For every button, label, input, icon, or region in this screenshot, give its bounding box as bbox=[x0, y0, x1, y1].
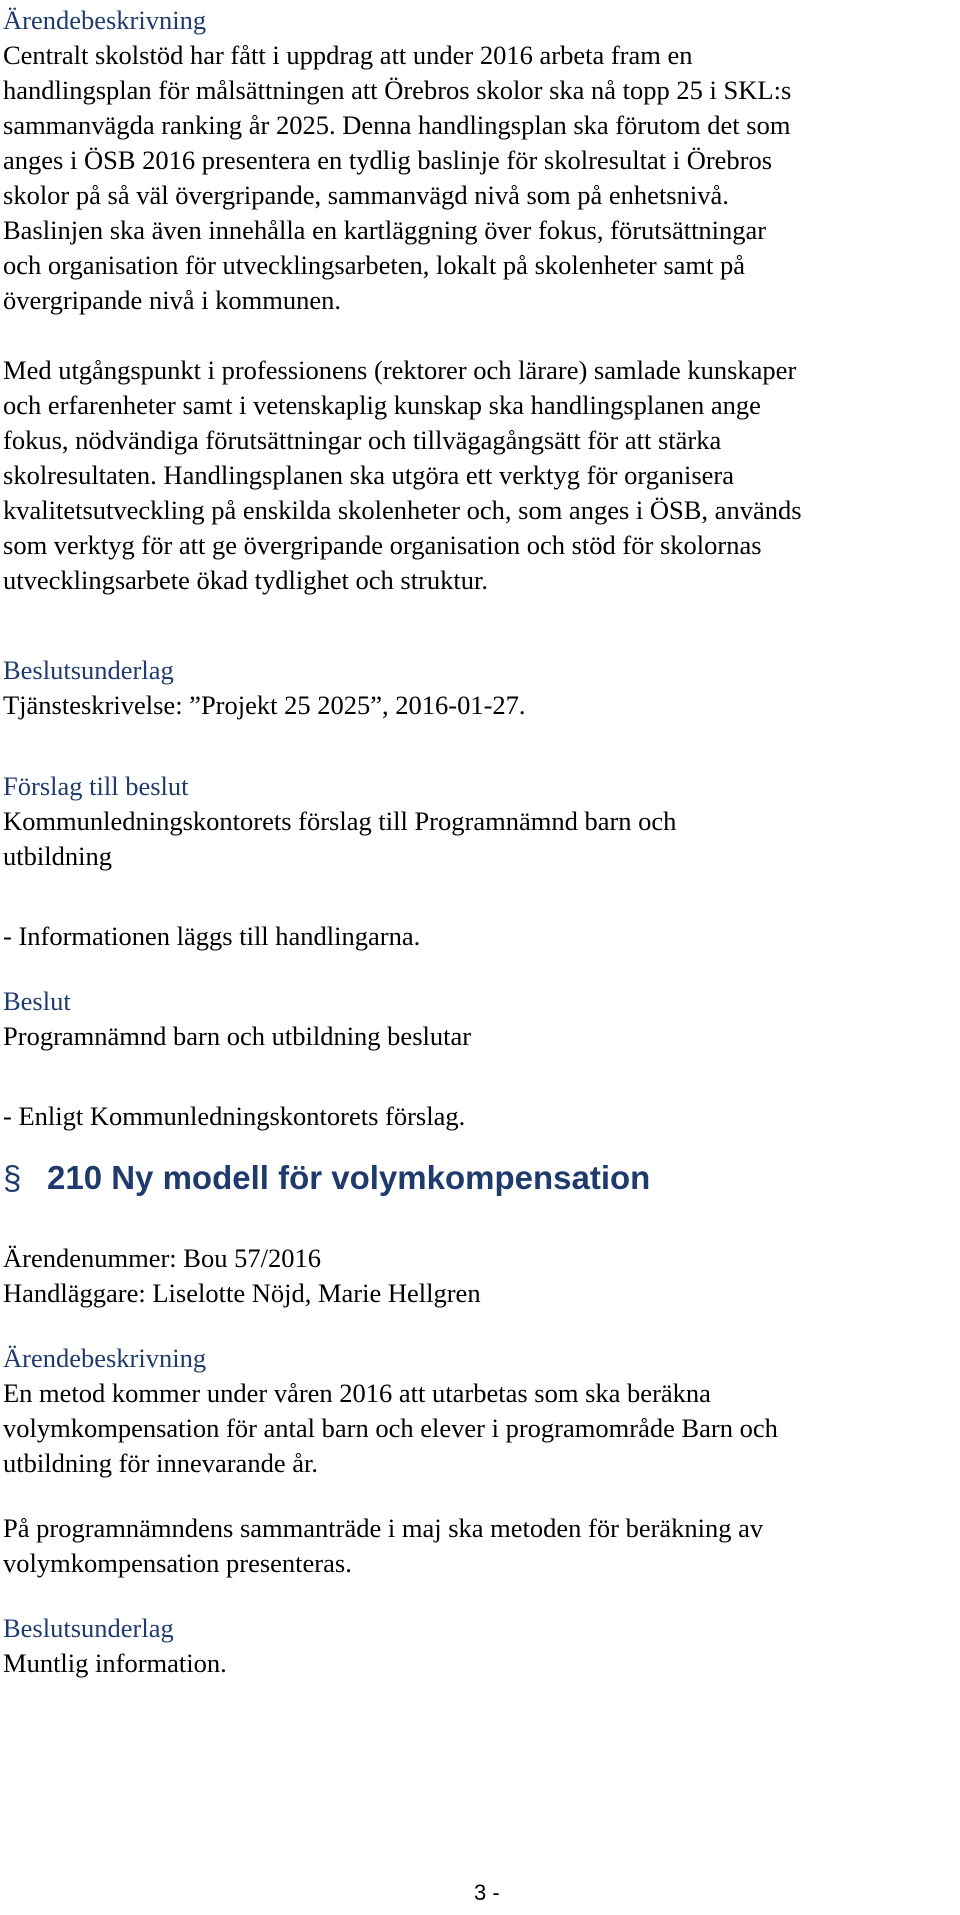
paragraph-line: Centralt skolstöd har fått i uppdrag att under 2016 arbeta fram en bbox=[3, 40, 693, 70]
heading-forslag-till-beslut: Förslag till beslut bbox=[3, 771, 189, 801]
heading-beslutsunderlag: Beslutsunderlag bbox=[3, 655, 174, 685]
arendenummer: Ärendenummer: Bou 57/2016 bbox=[3, 1243, 321, 1273]
beslut-text: Programnämnd barn och utbildning beslutar bbox=[3, 1021, 472, 1051]
paragraph-line: utbildning för innevarande år. bbox=[3, 1448, 318, 1478]
beslutsunderlag-text: Muntlig information. bbox=[3, 1648, 227, 1678]
paragraph-line: sammanvägda ranking år 2025. Denna handlingsplan ska förutom det som bbox=[3, 110, 791, 140]
paragraph-line: som verktyg för att ge övergripande organisation och stöd för skolornas bbox=[3, 530, 762, 560]
paragraph-line: volymkompensation presenteras. bbox=[3, 1548, 352, 1578]
section-symbol: § bbox=[3, 1159, 22, 1196]
paragraph-line: kvalitetsutveckling på enskilda skolenheter och, som anges i ÖSB, används bbox=[3, 495, 802, 525]
paragraph-line: handlingsplan för målsättningen att Örebros skolor ska nå topp 25 i SKL:s bbox=[3, 75, 792, 105]
page-number: 3 - bbox=[474, 1880, 500, 1905]
beslut-item: - Enligt Kommunledningskontorets förslag. bbox=[3, 1101, 466, 1131]
paragraph-line: och organisation för utvecklingsarbeten, lokalt på skolenheter samt på bbox=[3, 250, 746, 280]
paragraph-line: skolresultaten. Handlingsplanen ska utgöra ett verktyg för organisera bbox=[3, 460, 735, 490]
forslag-text-line: Kommunledningskontorets förslag till Programnämnd barn och bbox=[3, 806, 677, 836]
paragraph-line: En metod kommer under våren 2016 att utarbetas som ska beräkna bbox=[3, 1378, 711, 1408]
heading-beslut: Beslut bbox=[3, 986, 71, 1016]
paragraph-line: volymkompensation för antal barn och elever i programområde Barn och bbox=[3, 1413, 778, 1443]
paragraph-line: Med utgångspunkt i professionens (rektorer och lärare) samlade kunskaper bbox=[3, 355, 797, 385]
paragraph-line: skolor på så väl övergripande, sammanvägd nivå som på enhetsnivå. bbox=[3, 180, 729, 210]
paragraph-line: På programnämndens sammanträde i maj ska metoden för beräkning av bbox=[3, 1513, 764, 1543]
paragraph-line: Baslinjen ska även innehålla en kartläggning över fokus, förutsättningar bbox=[3, 215, 767, 245]
heading-beslutsunderlag: Beslutsunderlag bbox=[3, 1613, 174, 1643]
section-title-text: 210 Ny modell för volymkompensation bbox=[47, 1159, 651, 1196]
forslag-item: - Informationen läggs till handlingarna. bbox=[3, 921, 421, 951]
handlaggare: Handläggare: Liselotte Nöjd, Marie Hellgren bbox=[3, 1278, 481, 1308]
paragraph-line: fokus, nödvändiga förutsättningar och tillvägagångsätt för att stärka bbox=[3, 425, 722, 455]
paragraph-line: övergripande nivå i kommunen. bbox=[3, 285, 342, 315]
heading-arendebeskrivning: Ärendebeskrivning bbox=[3, 5, 207, 35]
section-title bbox=[3, 1158, 650, 1198]
paragraph-line: anges i ÖSB 2016 presentera en tydlig baslinje för skolresultat i Örebros bbox=[3, 145, 773, 175]
heading-arendebeskrivning: Ärendebeskrivning bbox=[3, 1343, 207, 1373]
forslag-text-line: utbildning bbox=[3, 841, 112, 871]
beslutsunderlag-text: Tjänsteskrivelse: ”Projekt 25 2025”, 2016-01-27. bbox=[3, 690, 526, 720]
paragraph-line: och erfarenheter samt i vetenskaplig kunskap ska handlingsplanen ange bbox=[3, 390, 761, 420]
paragraph-line: utvecklingsarbete ökad tydlighet och struktur. bbox=[3, 565, 488, 595]
